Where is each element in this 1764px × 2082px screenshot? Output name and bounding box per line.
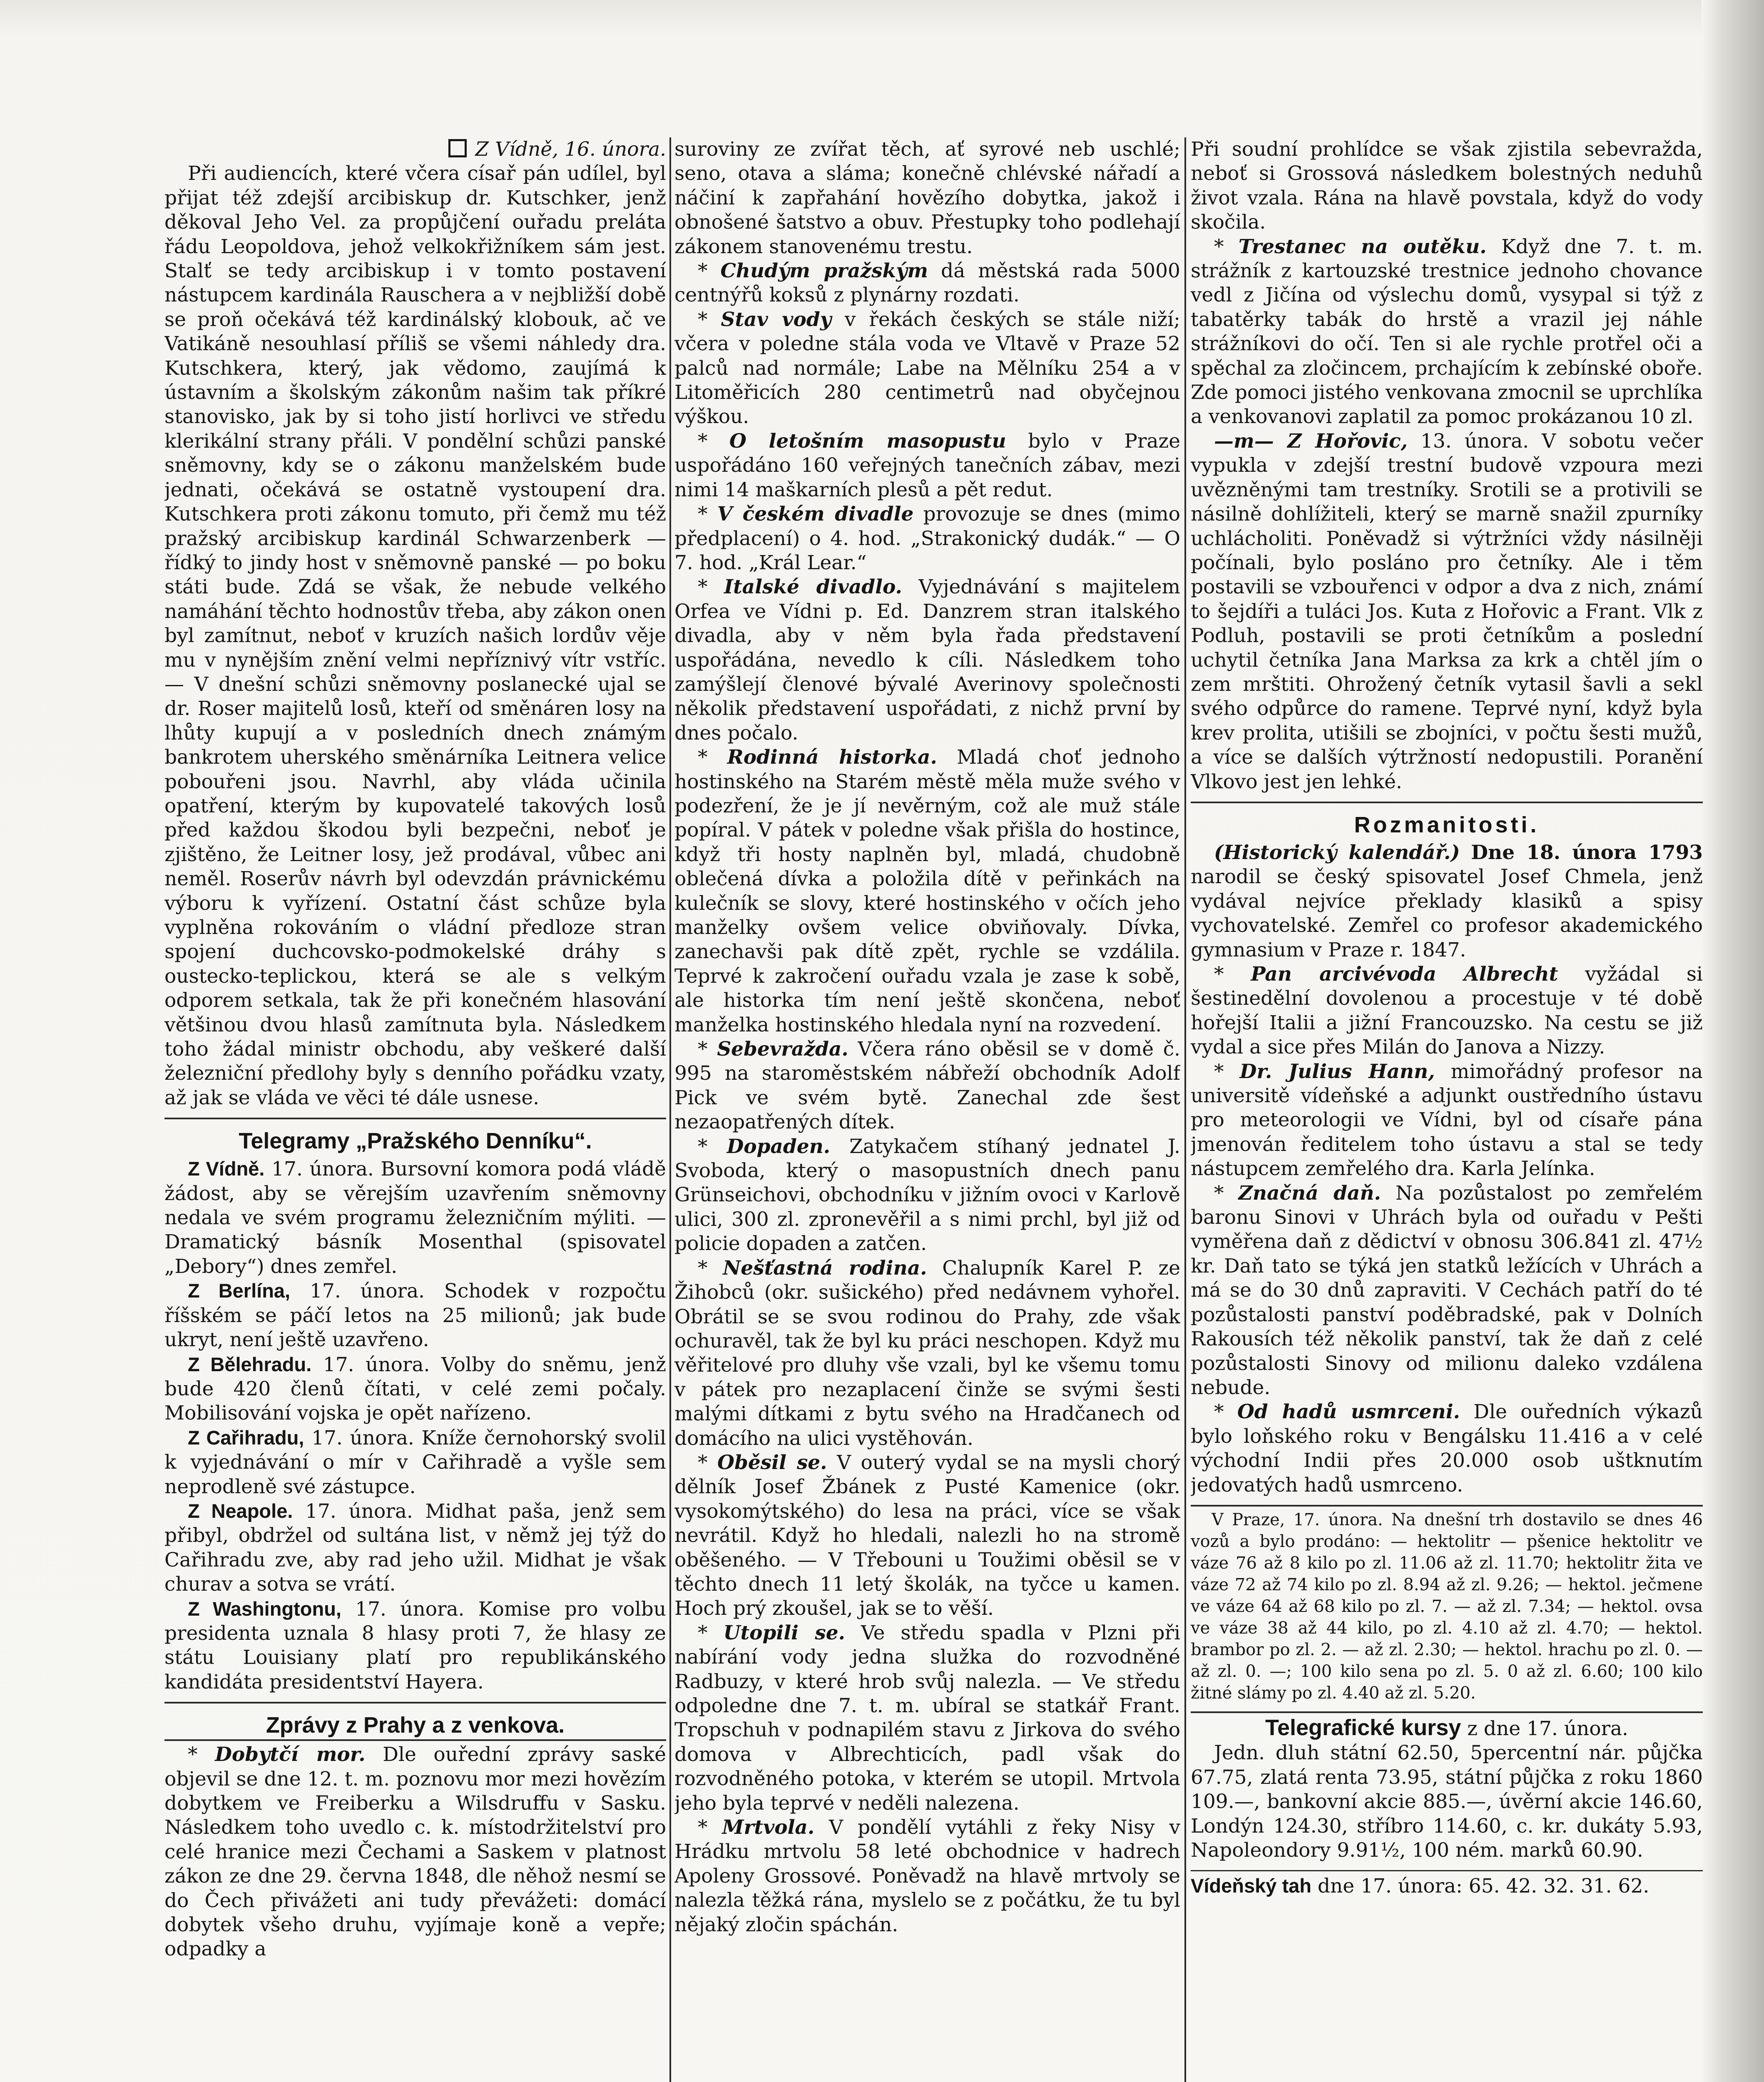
column-2 (674, 137, 1180, 2082)
article-water-level: * Stav vody v řekách českých se stále niží; včera v poledne stála voda ve Vltavě v Praze 52 palců nad normále; Labe na Mělníku 254 a v Litoměřicích 280 centimetrů nad obyčejnou výškou. (674, 308, 1180, 428)
article-drowned: * Utopili se. Ve středu spadla v Plzni při nabírání vody jedna služka do rozvodněné Radbuzy, v které hrob svůj nalezla. — Ve středu odpoledne dne 7. t. m. ubíral se statkář Frant. Tropschuh v podnapilém stavu z Jirkova do svého domova v Albrechticích, padl však do rozvodněného potoka, v kterém se utopil. Mrtvola jeho byla teprvé v neděli nalezena. (674, 1621, 1180, 1815)
column-rule (1184, 137, 1186, 2082)
section-divider (1191, 1505, 1703, 1507)
article-czech-theatre: * V českém divadle provozuje se dnes (mimo předplacení) o 4. hod. „Strakonický dudák.“ — O 7. hod. „Král Lear.“ (674, 503, 1180, 574)
telegram-berlin: Z Berlína, 17. února. Schodek v rozpočtu říšském se páčí letos na 25 milionů; jak bude ukryt, není ještě uzavřeno. (164, 1280, 666, 1352)
misc-heading: Rozmanitosti. (1354, 812, 1540, 837)
column-rule (669, 137, 671, 2082)
section-divider (164, 1702, 666, 1703)
telegrams-heading: Telegramy „Pražského Denníku“. (239, 1128, 592, 1154)
article-cattle-plague-cont: suroviny ze zvířat těch, ať syrové neb uschlé; seno, otava a sláma; konečně chlévské nářadí a náčiní k zapřahání hovězího dobytka, jakož i obnošené šatstvo a obuv. Přestupky toho podlehají zákonem stanovenému trestu. (674, 138, 1180, 258)
lottery-draw: Vídeňský tah dne 17. února: 65. 42. 32. 31. 62. (1191, 1875, 1650, 1898)
article-hanged: * Oběsil se. V outerý vydal se na mysli chorý dělník Josef Žbánek z Pusté Kamenice (okr. vysokomýtského) do lesa na práci, více se však nevrátil. Když ho hledali, nalezli ho na stromě oběšeného. — V Třebouni u Toužimi oběsil se v těchto dnech 11 letý školák, na tyčce u kamen. Hoch prý zkoušel, jak se to věší. (674, 1451, 1180, 1620)
article-corpse-cont: Při soudní prohlídce se však zjistila sebevražda, neboť si Grossová následkem bolestných neduhů život vzala. Rána na hlavě povstala, když do vody skočila. (1191, 138, 1703, 234)
section-divider (1191, 1711, 1703, 1713)
article-unhappy-family: * Nešťastná rodina. Chalupník Karel P. ze Žihobců (okr. sušického) před nedávnem vyhořel. Obrátil se se svou rodinou do Prahy, zde však ochuravěl, tak že byl ku práci neschopen. Když mu věřitelové pro dluhy vše vzali, byl ke všemu tomu v pátek pro nezaplacení činže se svými šesti malými dítkami z bytu svého na Hradčanech od domácího na ulici vystěhován. (674, 1256, 1180, 1450)
article-snakes: * Od hadů usmrceni. Dle ouředních výkazů bylo loňského roku v Bengálsku 11.416 a v celé východní Indii přes 20.000 osob uštknutím jedovatých hadů usmrceno. (1191, 1400, 1703, 1497)
article-cattle-plague: * Dobytčí mor. Dle ouřední zprávy saské objevil se dne 12. t. m. poznovu mor mezi hovězím dobytkem ve Freiberku a Wilsdruffu v Sasku. Následkem toho uvedlo c. k. místodržitelství pro celé hranice mezi Čechami a Saskem v platnost zákon ze dne 29. června 1848, dle něhož nesmí se do Čech přivážeti ani tudy převážeti: domácí dobytek všeho druhu, vyjímaje koně a vepře; odpadky a (164, 1743, 666, 1961)
article-horovice: —m— Z Hořovic, 13. února. V sobotu večer vypukla v zdejší trestní budově vzpoura mezi uvězněnými tam trestníky. Srotili se a protivili se násilně dohlížiteli, který se marně snažil zpurníky uchlácholiti. Poněvadž si výtržníci vždy násilněji počínali, bylo posláno pro četníky. Ale i těm postavili se vzbouřenci v odpor a dva z nich, známí to šejdíři a tuláci Jos. Kuta z Hořovic a Frant. Vlk z Podluh, postavili se proti četníkům a poslední uchytil četníka Jana Marksa za krk a chtěl jím o zem mrštiti. Ohrožený četník vytasil šavli a sekl svého odpůrce do ramene. Teprvé nyní, když byla krev prolita, utišili se zbojníci, v počtu šesti mužů, a více se dalších výtržností nedopustili. Poranění Vlkovo jest jen lehké. (1191, 429, 1703, 793)
market-report: V Praze, 17. února. Na dnešní trh dostavilo se dnes 46 vozů a bylo prodáno: — hektolitr — pšenice hektolitr ve váze 76 až 8 kilo po zl. 11.06 až zl. 11.70; hektolitr žita ve váze 72 až 74 kilo po zl. 8.94 až zl. 9.26; — hektol. ječmene ve váze 64 až 68 kilo po zl. 7. — až zl. 7.34; — hektol. ovsa ve váze 38 až 44 kilo, po zl. 4.10 až zl. 4.70; — hektol. brambor po zl. 2. — až zl. 2.30; — hektol. hrachu po zl. 0. — až zl. 0. —; 100 kilo sena po zl. 5. 0 až zl. 6.60; 100 kilo žitné slámy po zl. 4.40 až zl. 5.20. (1191, 1510, 1703, 1703)
column-1 (164, 137, 666, 2082)
article-historical-calendar: (Historický kalendář.) Dne 18. února 1793 narodil se český spisovatel Josef Chmela, jenž vydával nejvíce překlady klasiků a spisy vychovatelské. Zemřel co profesor akademického gymnasium v Praze r. 1847. (1191, 841, 1703, 961)
news-heading: Zprávy z Prahy a z venkova. (164, 1711, 666, 1741)
article-italian-theatre: * Italské divadlo. Vyjednávání s majitelem Orfea ve Vídni p. Ed. Danzrem stran italského divadla, aby v něm byla řada představení uspořádána, nevedlo k cíli. Následkem toho zamýšlejí členové bývalé Averinovy společnosti několik představení uspořádati, z nichž první by dnes počalo. (674, 575, 1180, 745)
telegram-naples: Z Neapole. 17. února. Midhat paša, jenž sem přibyl, obdržel od sultána list, v němž jej týž do Cařihradu zve, aby rad jeho užil. Midhat je však churav a sotva se vrátí. (164, 1499, 666, 1596)
section-divider (1191, 802, 1703, 803)
telegram-vienna: Z Vídně. 17. února. Bursovní komora podá vládě žádost, aby se věrejším uzavřením sněmovny nedala ve svém programu železničním mýliti. — Dramatický básník Mosenthal (spisovatel „Debory“) dnes zemřel. (164, 1158, 666, 1278)
article-convict: * Trestanec na outěku. Když dne 7. t. m. strážník z kartouzské trestnice jednoho chovance vedl z Jičína od výslechu domů, vysypal si týž z tabatěrky tabák do hrstě a vrazil jej náhle strážníkovi do očí. Ten si ale rychle protřel oči a spěchal za zločincem, prchajícím k zebínské oboře. Zde pomoci jistého venkovana zmocnil se uprchlíka a venkovanovi zaplatil za pomoc prokázanou 10 zl. (1191, 235, 1703, 428)
article-suicide: * Sebevražda. Včera ráno oběsil se v domě č. 995 na staroměstském nábřeží obchodník Adolf Pick ve svém bytě. Zanechal zde šest nezaopatřených dítek. (674, 1038, 1180, 1134)
article-tax: * Značná daň. Na pozůstalost po zemřelém baronu Sinovi v Uhrách byla od ouřadu v Pešti vyměřena daň z dědictví v obnosu 306.841 zl. 47½ kr. Daň tato se týká jen statků ležících v Uhrách a má se do 30 dnů zapraviti. V Cechách patří do té pozůstalosti panství poděbradské, pak v Dolních Rakousích též několik panství, tak že daň z celé pozůstalosti Sinovy od milionu daleko vzdálena nebude. (1191, 1181, 1703, 1399)
column-3 (1191, 137, 1703, 2082)
article-vienna: Při audiencích, které včera císař pán udílel, byl přijat též zdejší arcibiskup dr. Kutschker, jenž děkoval Jeho Vel. za propůjčení ouřadu preláta řádu Leopoldova, jehož velkokřižníkem sám jest. Stalť se tedy arcibiskup i v tomto postavení nástupcem kardinála Rauschera a v nejbližší době se proň očekává též kardinálský klobouk, ač ve Vatikáně nesouhlasí příliš se všemi náhledy dra. Kutschkera, který, jak vědomo, zaujímá k ústavním a školským zákonům našim tak příkré stanovisko, jak by si toho jistí horlivci ve středu klerikální strany přáli. V pondělní schůzi panské sněmovny, kdy se o zákonu manželském bude jednati, očekává se ostatně vystoupení dra. Kutschkera proti zákonu tomuto, při čemž mu též pražský arcibiskup kardinál Schwarzenberk — řídký to jindy host v sněmovně panské — po boku státi bude. Zdá se však, že nebude velkého namáhání těchto hodnostův třeba, aby zákon onen byl zamítnut, neboť v kruzích našich lordův věje mu v nynějším znění velmi nepříznivý vítr vstříc. — V dnešní schůzi sněmovny poslanecké ujal se dr. Roser majitelů losů, kteří od směnáren losy na lhůty kupují a v posledních dnech známým bankrotem uherského směnárníka Leitnera velice pobouřeni jsou. Navrhl, aby vláda učinila opatření, kterým by kupovatelé takových losů před každou škodou byli bezpečni, neboť je zjištěno, že Leitner losy, jež prodával, vůbec ani neměl. Roserův návrh byl odevzdán právnickému výboru k vyřízení. Ostatní část schůze byla vyplněna rokováním o vládní předloze stran spojení duchcovsko-podmokelské dráhy s oustecko-teplickou, která se ale s velkým odporem setkala, tak že při konečném hlasování většinou dvou hlasů zamítnuta byla. Následkem toho žádal ministr obchodu, aby veškeré další železniční předlohy byly s denního pořádku vzaty, až jak se vláda ve věci té dále usnese. (164, 162, 666, 1109)
exchange-rates: Jedn. dluh státní 62.50, 5percentní nár. půjčka 67.75, zlatá renta 73.95, státní půjčka z roku 1860 109.—, bankovní akcie 885.—, úvěrní akcie 146.60, Londýn 124.30, stříbro 114.60, c. kr. dukáty 5.93, Napoleondory 9.91½, 100 ném. marků 60.90. (1191, 1741, 1703, 1862)
section-divider (1191, 1870, 1703, 1871)
rates-heading: Telegrafické kursy z dne 17. února. (1265, 1715, 1628, 1740)
article-archduke: * Pan arcivévoda Albrecht vyžádal si šestinedělní dovolenou a procestuje v té době hořejší Italii a jižní Francouzsko. Na cestu se již vydal a sice přes Milán do Janova a Nizzy. (1191, 963, 1703, 1059)
vienna-dateline: Z Vídně, 16. února. (164, 137, 666, 162)
article-caught: * Dopaden. Zatykačem stíhaný jednatel J. Svoboda, který o masopustních dnech panu Grünseichovi, obchodníku v jižním ovoci v Karlově ulici, 300 zl. zpronevěřil a s nimi prchl, byl již od policie dopaden a zatčen. (674, 1135, 1180, 1255)
article-poor: * Chudým pražským dá městská rada 5000 centnýřů koksů z plynárny rozdati. (674, 259, 1180, 307)
article-carnival: * O letošním masopustu bylo v Praze uspořádáno 160 veřejných tanečních zábav, mezi nimi 14 maškarních plesů a pět redut. (674, 429, 1180, 501)
article-hann: * Dr. Julius Hann, mimořádný profesor na universitě vídeňské a adjunkt oustředního ústavu pro meteorologii ve Vídni, byl od císaře pána jmenován ředitelem toho ústavu a stal se tedy nástupcem zemřelého dra. Karla Jelínka. (1191, 1060, 1703, 1180)
page-edge-shadow (1702, 0, 1764, 2082)
telegram-washington: Z Washingtonu, 17. února. Komise pro volbu presidenta uznala 8 hlasy proti 7, že hlasy ze státu Louisiany platí pro republikánského kandidáta presidentství Hayera. (164, 1597, 666, 1693)
section-divider (164, 1118, 666, 1119)
telegram-belgrade: Z Bělehradu. 17. února. Volby do sněmu, jenž bude 420 členů čítati, v celé zemi počaly. Mobilisování vojska je opět nařízeno. (164, 1353, 666, 1425)
telegram-tsarigrad: Z Cařihradu, 17. února. Kníže černohorský svolil k vyjednávání o mír v Cařihradě a vyšle sem neprodleně své zástupce. (164, 1426, 666, 1498)
article-family-story: * Rodinná historka. Mladá choť jednoho hostinského na Starém městě měla muže svého v podezření, že je jí nevěrným, což ale muž stále popíral. V pátek v poledne však přišla do hostince, když tři hosty naplněn byl, mladá, chudobně oblečená dívka a položila dítě v peřinkách na kulečník se slovy, které hostinského v očích jeho manželky ovšem velice obviňovaly. Dívka, zanechavši pak dítě zpět, rychle se vzdálila. Teprvé k zakročení ouřadu vzala je zase k sobě, ale historka tím není ještě skončena, neboť manželka hostinského hledala nyní na rozvedení. (674, 746, 1180, 1036)
article-corpse: * Mrtvola. V pondělí vytáhli z řeky Nisy v Hrádku mrtvolu 58 leté obchodnice v hadrech Apoleny Grossové. Poněvadž na hlavě mrtvoly se nalezla těžká rána, myslelo se z počátku, že tu byl nějaký zločin spáchán. (674, 1816, 1180, 1936)
square-bullet-icon (448, 139, 467, 157)
